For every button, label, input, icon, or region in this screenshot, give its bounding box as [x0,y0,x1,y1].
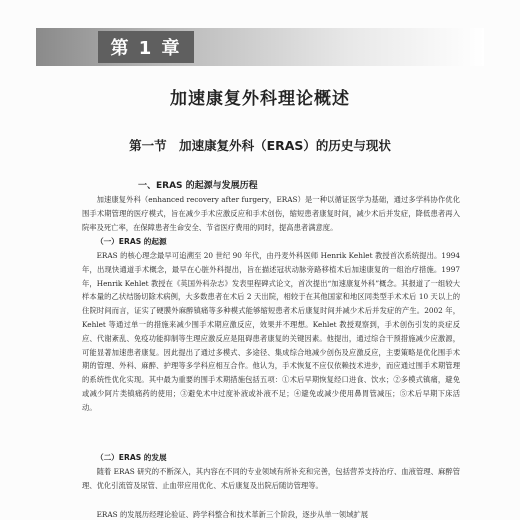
paragraph-stages: ERAS 的发展历经理论验证、跨学科整合和技术革新三个阶段，逐步从单一领域扩展 [96,510,369,519]
subsection-title: 一、ERAS 的起源与发展历程 [138,181,258,191]
paragraph-origin: ERAS 的核心理念最早可追溯至 20 世纪 90 年代，由丹麦外科医师 Henrik Kehlet 教授首次系统提出。1994 年，出现快通道手术概念，最早在心脏外科提出，旨在描述冠状动脉旁路移植术后加速康复的一组治疗措施。1997 年，Henrik Kehlet 教授在《英国外科杂志》发表里程碑式论文，首次提出“加速康复外科”概念。其报道了一组较大样本量的乙状结肠切除术病例，大多数患者在术后 2 天出院，相较于在其他国家和地区同类型手术术后 10 天以上的住院时间而言，证实了硬膜外麻醉镇痛等多种模式能够缩短患者术后康复时间并减少术后并发症的产生。2002 年，Kehlet 等通过单一的措施来减少围手术期应激反应，效果并不理想。Kehlet 教授观察到，手术创伤引发的炎症反应、代谢紊乱、免疫功能抑制等生理应激反应是阻碍患者康复的关键因素。他提出，通过综合干预措施减少应激源，可能显著加速患者康复。因此提出了通过多模式、多途径、集成综合地减少创伤及应激反应，主要策略是优化围手术期的管理、外科、麻醉、护理等多学科应相互合作。他认为，手术恢复不应仅依赖技术进步，而应通过围手术期管理的系统性优化实现。其中最为重要的围手术期措施包括五项：①术后早期恢复经口进食、饮水；②多模式镇痛，避免或减少阿片类镇痛药的使用；③避免术中过度补液或补液不足；④避免或减少使用鼻胃管减压；⑤术后早期下床活动。 [82,251,460,412]
heading-origin: （一）ERAS 的起源 [96,237,167,246]
chapter-label: 第 1 章 [98,31,194,63]
section-title: 第一节 加速康复外科（ERAS）的历史与现状 [129,138,391,153]
paragraph-development: 随着 ERAS 研究的不断深入，其内容在不同的专业领域有所补充和完善，包括营养支持治疗、血液管理、麻醉管理、优化引流管及尿管、止血带应用优化、术后康复及出院后随访管理等。 [82,467,460,490]
paragraph-intro: 加速康复外科（enhanced recovery after furgery，ERAS）是一种以循证医学为基础，通过多学科协作优化围手术期管理的医疗模式，旨在减少手术应激反应和手术创伤，缩短患者康复时间，减少术后并发症，降低患者再入院率及死亡率，在保障患者生命安全、节省医疗费用的同时，提高患者满意度。 [82,195,460,232]
heading-development: （二）ERAS 的发展 [96,453,167,462]
chapter-title: 加速康复外科理论概述 [170,89,350,109]
